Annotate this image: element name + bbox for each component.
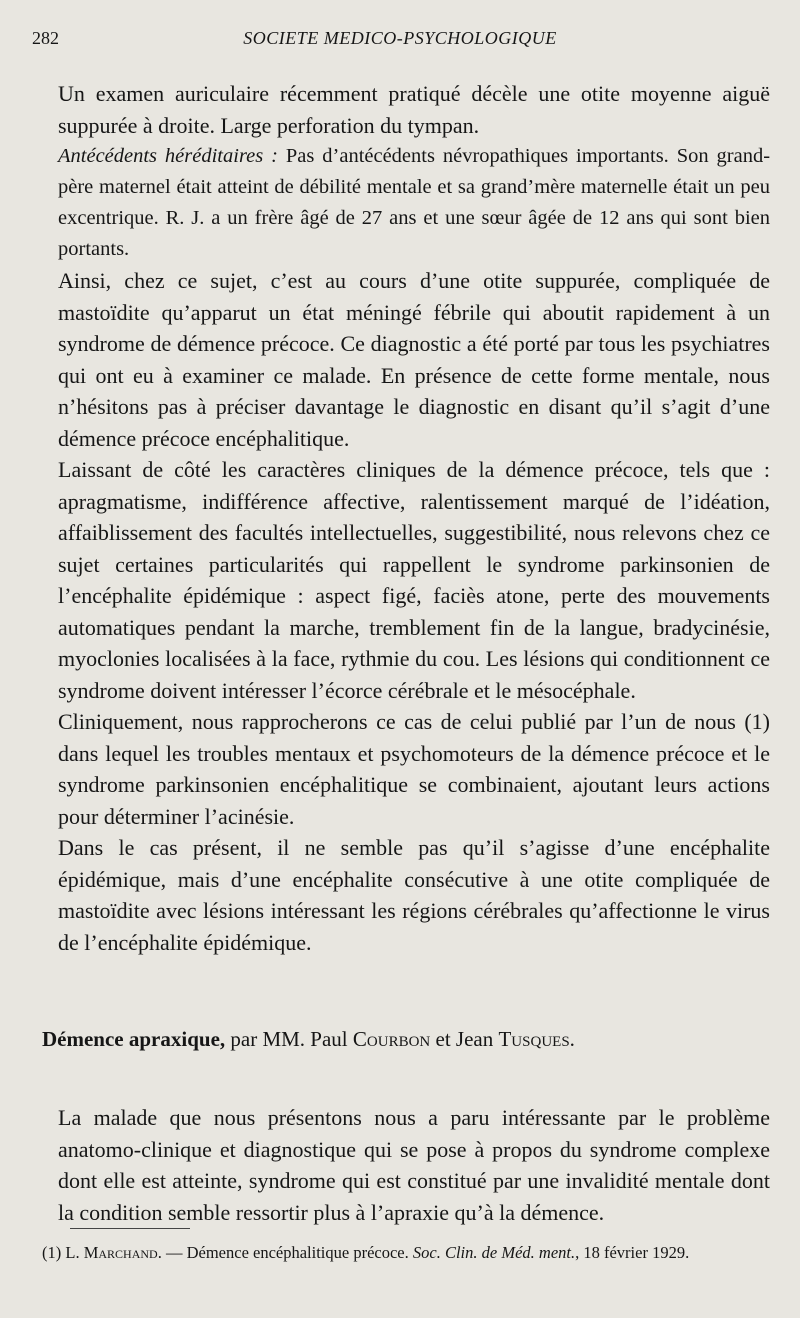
paragraph-6: Dans le cas présent, il ne semble pas qu’il s’agisse d’une encéphalite épidémique, mais d’une encéphalite consécutive à une otite compliquée de mastoïdite avec lésions intéressant les régions cérébrales qu’affectionne le virus de l’encéphalite épidémique. — [58, 835, 770, 955]
footnote-marker: (1) L. — [42, 1243, 84, 1262]
page-header — [32, 28, 768, 58]
footnote-divider — [70, 1228, 190, 1229]
footnote-author: Marchand — [83, 1243, 158, 1262]
footnote — [42, 1242, 770, 1264]
running-title: SOCIETE MEDICO-PSYCHOLOGIQUE — [243, 28, 557, 48]
page-number: 282 — [32, 28, 59, 48]
paragraph-1: Un examen auriculaire récemment pratiqué décèle une otite moyenne aiguë suppurée à droite. Large perforation du tympan. — [58, 81, 770, 138]
section-heading — [42, 1024, 770, 1054]
antecedents-text: Pas d’antécédents névropathiques importants. Son grand-père maternel était atteint de débilité mentale et sa grand’mère maternelle était un peu excentrique. R. J. a un frère âgé de 27 ans et une sœur âgée de 12 ans qui sont bien portants. — [58, 145, 771, 260]
section-title-rest: par MM. Paul — [225, 1027, 353, 1051]
author-courbon: Courbon — [352, 1027, 431, 1051]
paragraph-5: Cliniquement, nous rapprocherons ce cas de celui publié par l’un de nous (1) dans lequel les troubles mentaux et psychomoteurs de la démence précoce et le syndrome parkinsonien encéphalitique se combinaient, ajoutant leurs actions pour déterminer l’acinésie. — [58, 709, 770, 829]
body-text — [58, 78, 770, 958]
footnote-text: . — Démence encéphalitique précoce. — [157, 1243, 413, 1262]
section-title-end: . — [569, 1027, 575, 1051]
paragraph-3: Ainsi, chez ce sujet, c’est au cours d’une otite suppurée, compliquée de mastoïdite qu’apparut un état méningé fébrile qui aboutit rapidement à un syndrome de démence précoce. Ce diagnostic a été porté par tous les psychiatres qui ont eu à examiner ce malade. En présence de cette forme mentale, nous n’hésitons pas à préciser davantage le diagnostic en disant qu’il s’agit d’une démence précoce encéphalitique. — [58, 268, 770, 451]
section-title-and: et Jean — [430, 1027, 499, 1051]
paragraph-4: Laissant de côté les caractères cliniques de la démence précoce, tels que : apragmatisme, indifférence affective, ralentissement marqué de l’idéation, affaiblissement des facultés intellectuelles, suggestibilité, nous relevons chez ce sujet certaines particularités qui rappellent le syndrome parkinsonien de l’encéphalite épidémique : aspect figé, faciès atone, perte des mouvements automatiques pendant la marche, tremblement fin de la langue, bradycinésie, myoclonies localisées à la face, rythmie du cou. Les lésions qui conditionnent ce syndrome doivent intéresser l’écorce cérébrale et le mésocéphale. — [58, 457, 770, 703]
section-title-bold: Démence apraxique, — [42, 1027, 226, 1051]
footnote-journal: Soc. Clin. de Méd. ment. — [412, 1243, 576, 1262]
antecedents-label: Antécédents héréditaires : — [58, 145, 278, 167]
paragraph-2 — [58, 141, 770, 265]
paragraph-7: La malade que nous présentons nous a paru intéressante par le problème anatomo-clinique et diagnostique qui se pose à propos du syndrome complexe dont elle est atteinte, syndrome qui est constitué par une invalidité mentale dont la condition semble ressortir plus à l’apraxie qu’à la démence. — [58, 1105, 770, 1225]
section-body — [58, 1080, 770, 1250]
author-tusques: Tusques — [498, 1027, 570, 1051]
footnote-date: , 18 février 1929. — [575, 1243, 690, 1262]
